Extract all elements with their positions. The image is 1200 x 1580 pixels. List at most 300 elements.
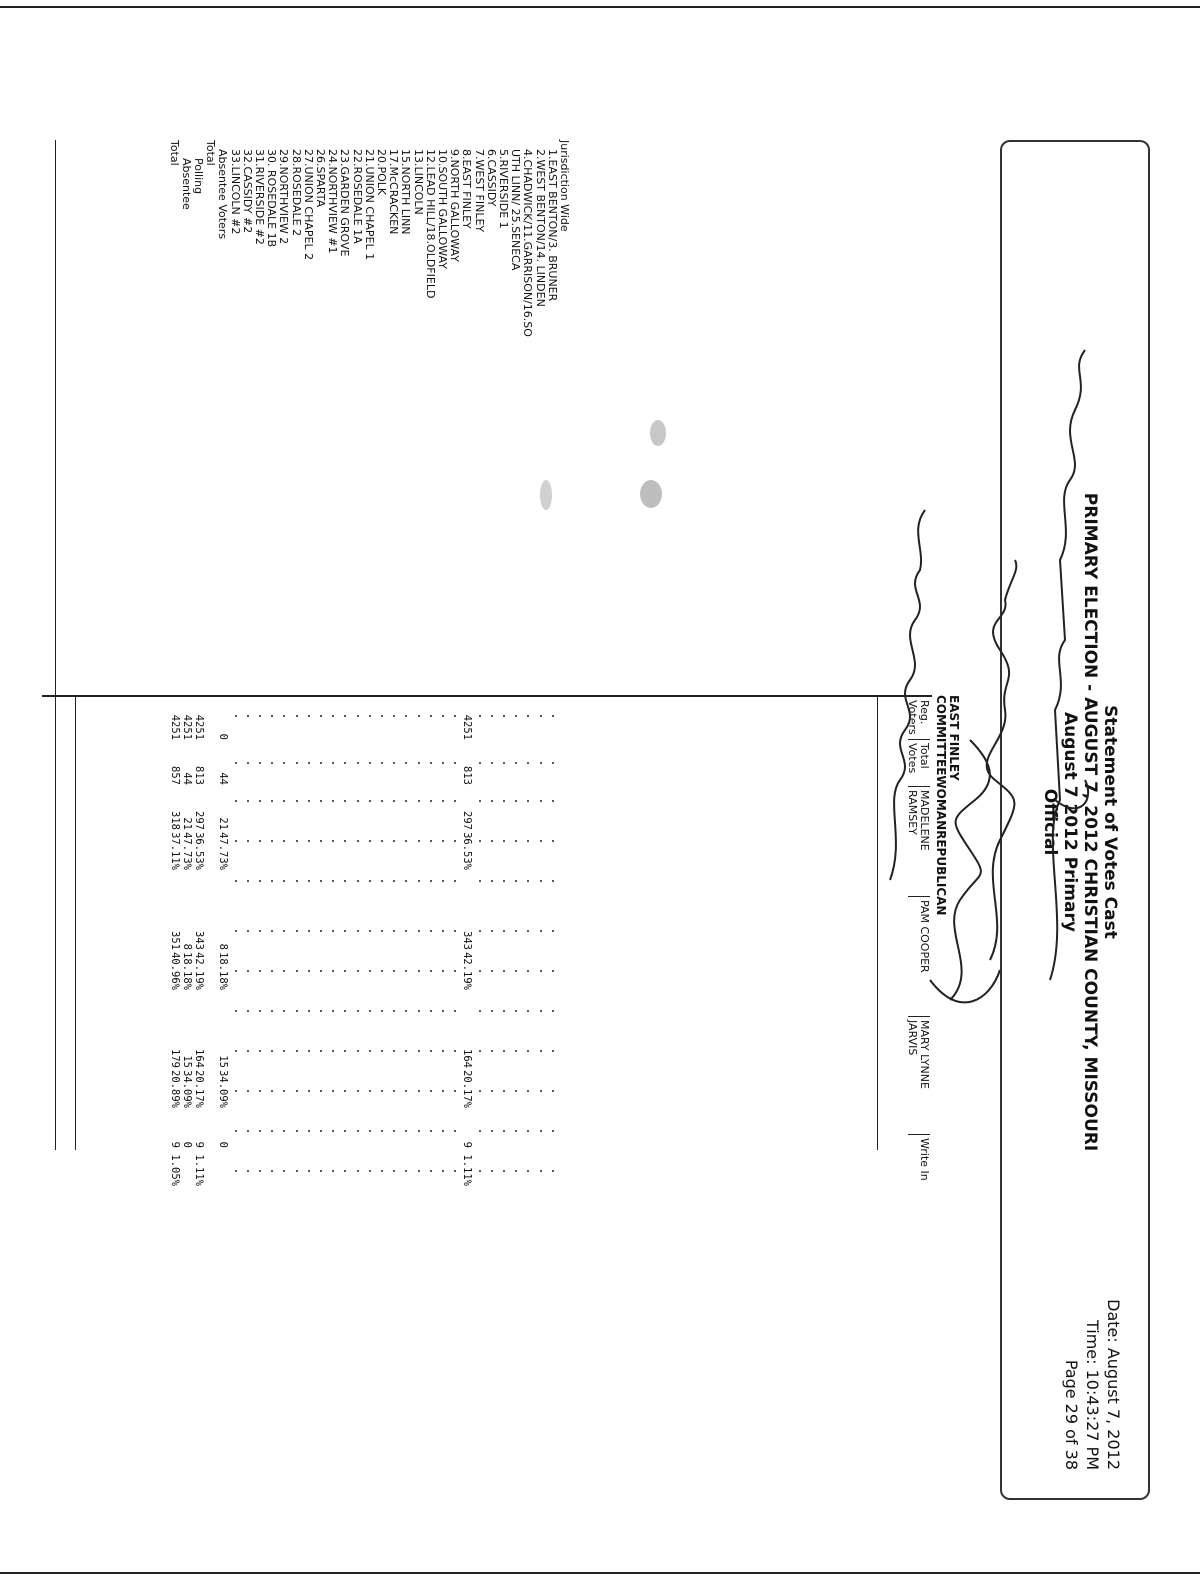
empty-cell-dot	[430, 930, 432, 932]
empty-cell-dot	[271, 1090, 273, 1092]
grand-total-value: 9	[168, 1141, 181, 1148]
empty-cell-dot	[552, 970, 554, 972]
empty-cell-dot	[247, 1130, 249, 1132]
empty-cell-dot	[247, 800, 249, 802]
empty-cell-dot	[393, 1090, 395, 1092]
empty-cell-dot	[552, 800, 554, 802]
empty-cell-dot	[320, 1050, 322, 1052]
empty-cell-dot	[235, 970, 237, 972]
east-finley-value: 813	[461, 766, 474, 785]
jurisdiction-row: 15.NORTH LINN	[399, 149, 413, 235]
jurisdiction-row: 27.UNION CHAPEL 2	[301, 149, 315, 261]
empty-cell-dot	[271, 1170, 273, 1172]
empty-cell-dot	[369, 930, 371, 932]
empty-cell-dot	[259, 970, 261, 972]
empty-cell-dot	[381, 970, 383, 972]
scan-speck	[540, 480, 552, 510]
jurisdiction-row: 7.WEST FINLEY	[472, 149, 486, 233]
empty-cell-dot	[442, 1010, 444, 1012]
empty-cell-dot	[418, 800, 420, 802]
empty-cell-dot	[357, 930, 359, 932]
empty-cell-dot	[454, 1170, 456, 1172]
empty-cell-dot	[405, 1010, 407, 1012]
empty-cell-dot	[247, 930, 249, 932]
empty-cell-dot	[308, 1010, 310, 1012]
empty-cell-dot	[405, 1090, 407, 1092]
empty-cell-dot	[503, 1050, 505, 1052]
empty-cell-dot	[503, 930, 505, 932]
empty-cell-dot	[308, 800, 310, 802]
empty-cell-dot	[283, 840, 285, 842]
empty-cell-dot	[332, 1050, 334, 1052]
empty-cell-dot	[381, 800, 383, 802]
empty-cell-dot	[527, 762, 529, 764]
empty-cell-dot	[247, 1010, 249, 1012]
empty-cell-dot	[320, 970, 322, 972]
empty-cell-dot	[405, 800, 407, 802]
empty-cell-dot	[454, 1010, 456, 1012]
empty-cell-dot	[418, 1090, 420, 1092]
empty-cell-dot	[479, 930, 481, 932]
empty-cell-dot	[296, 840, 298, 842]
empty-cell-dot	[430, 970, 432, 972]
empty-cell-dot	[247, 715, 249, 717]
empty-cell-dot	[479, 1010, 481, 1012]
empty-cell-dot	[515, 930, 517, 932]
empty-cell-dot	[235, 880, 237, 882]
empty-cell-dot	[271, 1010, 273, 1012]
jurisdiction-row: 23.GARDEN GROVE	[338, 149, 352, 257]
race-name: EAST FINLEY	[947, 695, 961, 781]
east-finley-value: 1.11%	[461, 1154, 474, 1186]
empty-cell-dot	[283, 715, 285, 717]
empty-cell-dot	[491, 1010, 493, 1012]
empty-cell-dot	[393, 800, 395, 802]
empty-cell-dot	[296, 1170, 298, 1172]
empty-cell-dot	[442, 930, 444, 932]
empty-cell-dot	[491, 840, 493, 842]
empty-cell-dot	[430, 800, 432, 802]
empty-cell-dot	[491, 1050, 493, 1052]
election-title: PRIMARY ELECTION - AUGUST 7, 2012 CHRISTIAN COUNTY, MISSOURI	[1080, 492, 1100, 1152]
page-number: Page 29 of 38	[1062, 1359, 1081, 1470]
empty-cell-dot	[405, 1170, 407, 1172]
empty-cell-dot	[381, 930, 383, 932]
empty-cell-dot	[527, 715, 529, 717]
jurisdiction-row: UTH LINN/ 25.SENECA	[509, 149, 523, 271]
empty-cell-dot	[527, 1130, 529, 1132]
empty-cell-dot	[479, 880, 481, 882]
jurisdiction-row: 6.CASSIDY	[484, 149, 498, 207]
empty-cell-dot	[308, 715, 310, 717]
empty-cell-dot	[247, 880, 249, 882]
report-time: Time: 10:43:27 PM	[1083, 1319, 1102, 1470]
empty-cell-dot	[405, 880, 407, 882]
empty-cell-dot	[442, 970, 444, 972]
race-office: COMMITTEEWOMANREPUBLICAN	[934, 695, 948, 916]
empty-cell-dot	[259, 1050, 261, 1052]
polling-value: 4251	[193, 714, 205, 740]
empty-cell-dot	[235, 762, 237, 764]
grand-total-value: 40.96%	[168, 952, 181, 990]
empty-cell-dot	[259, 715, 261, 717]
empty-cell-dot	[552, 1170, 554, 1172]
absentee-value: 44	[217, 772, 230, 785]
empty-cell-dot	[344, 1010, 346, 1012]
east-finley-value: 297	[461, 811, 474, 830]
empty-cell-dot	[271, 762, 273, 764]
empty-cell-dot	[454, 800, 456, 802]
empty-cell-dot	[271, 715, 273, 717]
empty-cell-dot	[344, 880, 346, 882]
empty-cell-dot	[454, 840, 456, 842]
empty-cell-dot	[332, 1130, 334, 1132]
grand-total-value: 4251	[168, 714, 181, 740]
empty-cell-dot	[308, 1170, 310, 1172]
empty-cell-dot	[515, 970, 517, 972]
east-finley-value: 42.19%	[461, 952, 474, 990]
election-subtitle: August 7 2012 Primary	[1060, 712, 1080, 932]
empty-cell-dot	[430, 715, 432, 717]
empty-cell-dot	[430, 880, 432, 882]
report-title: Statement of Votes Cast	[1100, 705, 1120, 939]
empty-cell-dot	[527, 800, 529, 802]
empty-cell-dot	[247, 1090, 249, 1092]
empty-cell-dot	[271, 930, 273, 932]
empty-cell-dot	[369, 1010, 371, 1012]
empty-cell-dot	[369, 800, 371, 802]
empty-cell-dot	[344, 970, 346, 972]
header-rule	[877, 695, 878, 1150]
empty-cell-dot	[320, 880, 322, 882]
empty-cell-dot	[271, 1050, 273, 1052]
empty-cell-dot	[503, 762, 505, 764]
empty-cell-dot	[418, 970, 420, 972]
empty-cell-dot	[369, 970, 371, 972]
empty-cell-dot	[296, 800, 298, 802]
absentee-total-value: 0	[180, 1141, 193, 1148]
empty-cell-dot	[344, 1090, 346, 1092]
absentee-value: 8	[217, 943, 230, 950]
jurisdiction-row: 29.NORTHVIEW 2	[277, 149, 291, 245]
empty-cell-dot	[503, 1170, 505, 1172]
empty-cell-dot	[540, 1130, 542, 1132]
empty-cell-dot	[344, 840, 346, 842]
empty-cell-dot	[418, 1010, 420, 1012]
empty-cell-dot	[479, 762, 481, 764]
report-date: Date: August 7, 2012	[1104, 1299, 1123, 1470]
official-label: Official	[1040, 788, 1060, 856]
empty-cell-dot	[540, 880, 542, 882]
empty-cell-dot	[247, 762, 249, 764]
empty-cell-dot	[296, 1050, 298, 1052]
empty-cell-dot	[369, 880, 371, 882]
empty-cell-dot	[259, 1090, 261, 1092]
empty-cell-dot	[332, 930, 334, 932]
jurisdiction-row: 24.NORTHVIEW #1	[326, 149, 340, 254]
empty-cell-dot	[393, 970, 395, 972]
empty-cell-dot	[357, 1170, 359, 1172]
empty-cell-dot	[296, 880, 298, 882]
empty-cell-dot	[393, 930, 395, 932]
empty-cell-dot	[320, 1010, 322, 1012]
empty-cell-dot	[320, 715, 322, 717]
empty-cell-dot	[357, 762, 359, 764]
empty-cell-dot	[283, 970, 285, 972]
empty-cell-dot	[296, 762, 298, 764]
empty-cell-dot	[235, 1010, 237, 1012]
empty-cell-dot	[515, 715, 517, 717]
absentee-value: 0	[217, 1141, 230, 1148]
empty-cell-dot	[369, 1130, 371, 1132]
empty-cell-dot	[515, 800, 517, 802]
grand-total-value: 179	[168, 1049, 181, 1068]
col-madelene-ramsey: MADELENE RAMSEY	[906, 790, 930, 851]
empty-cell-dot	[430, 1170, 432, 1172]
jurisdiction-row: 13.LINCOLN	[411, 149, 425, 215]
empty-cell-dot	[454, 762, 456, 764]
empty-cell-dot	[503, 1090, 505, 1092]
col-reg-voters: Reg. Voters	[906, 700, 931, 735]
empty-cell-dot	[552, 1130, 554, 1132]
empty-cell-dot	[515, 1050, 517, 1052]
empty-cell-dot	[332, 1170, 334, 1172]
empty-cell-dot	[491, 1090, 493, 1092]
empty-cell-dot	[344, 1170, 346, 1172]
empty-cell-dot	[235, 1130, 237, 1132]
empty-cell-dot	[320, 840, 322, 842]
absentee-total-value: 47.73%	[180, 832, 193, 870]
empty-cell-dot	[296, 715, 298, 717]
empty-cell-dot	[369, 1090, 371, 1092]
empty-cell-dot	[381, 1010, 383, 1012]
empty-cell-dot	[442, 800, 444, 802]
empty-cell-dot	[344, 1130, 346, 1132]
jurisdiction-row: 32.CASSIDY #2	[240, 149, 254, 234]
polling-value: 164	[193, 1049, 205, 1068]
jurisdiction-row: 12.LEAD HILL/18.OLDFIELD	[423, 149, 437, 299]
jurisdiction-row: 4.CHADWICK/11.GARRISON/16.SO	[521, 149, 535, 337]
empty-cell-dot	[405, 715, 407, 717]
empty-cell-dot	[503, 1010, 505, 1012]
grand-total-value: 857	[168, 766, 181, 785]
absentee-total-value: 8	[180, 943, 193, 950]
empty-cell-dot	[296, 1010, 298, 1012]
empty-cell-dot	[503, 1130, 505, 1132]
total-rule	[75, 695, 76, 1150]
empty-cell-dot	[405, 762, 407, 764]
empty-cell-dot	[320, 800, 322, 802]
empty-cell-dot	[515, 840, 517, 842]
empty-cell-dot	[527, 970, 529, 972]
empty-cell-dot	[540, 840, 542, 842]
empty-cell-dot	[247, 1050, 249, 1052]
empty-cell-dot	[259, 762, 261, 764]
east-finley-value: 4251	[461, 714, 474, 740]
empty-cell-dot	[235, 1170, 237, 1172]
empty-cell-dot	[430, 840, 432, 842]
empty-cell-dot	[247, 1170, 249, 1172]
empty-cell-dot	[491, 762, 493, 764]
empty-cell-dot	[381, 715, 383, 717]
empty-cell-dot	[296, 1130, 298, 1132]
empty-cell-dot	[527, 1170, 529, 1172]
empty-cell-dot	[405, 1130, 407, 1132]
empty-cell-dot	[235, 1050, 237, 1052]
empty-cell-dot	[332, 715, 334, 717]
empty-cell-dot	[369, 715, 371, 717]
empty-cell-dot	[283, 1050, 285, 1052]
empty-cell-dot	[259, 1010, 261, 1012]
jurisdiction-row: 8.EAST FINLEY	[460, 149, 474, 229]
report-meta	[1061, 1299, 1124, 1470]
empty-cell-dot	[540, 762, 542, 764]
empty-cell-dot	[491, 800, 493, 802]
empty-cell-dot	[357, 1130, 359, 1132]
jurisdiction-row: Total	[167, 140, 181, 166]
east-finley-value: 9	[461, 1141, 474, 1148]
empty-cell-dot	[271, 800, 273, 802]
jurisdiction-row: 26.SPARTA	[314, 149, 327, 208]
empty-cell-dot	[393, 762, 395, 764]
absentee-total-value: 34.09%	[180, 1070, 193, 1108]
jurisdiction-row: 10.SOUTH GALLOWAY	[436, 149, 449, 269]
empty-cell-dot	[430, 762, 432, 764]
empty-cell-dot	[393, 1170, 395, 1172]
empty-cell-dot	[320, 1170, 322, 1172]
col-write-in: Write In	[918, 1138, 930, 1181]
empty-cell-dot	[357, 970, 359, 972]
empty-cell-dot	[381, 762, 383, 764]
empty-cell-dot	[332, 1090, 334, 1092]
east-finley-value: 36.53%	[461, 832, 474, 870]
empty-cell-dot	[344, 930, 346, 932]
empty-cell-dot	[491, 1130, 493, 1132]
jurisdiction-row: 31.RIVERSIDE #2	[253, 149, 266, 245]
empty-cell-dot	[479, 1130, 481, 1132]
empty-cell-dot	[418, 880, 420, 882]
empty-cell-dot	[357, 1010, 359, 1012]
empty-cell-dot	[259, 800, 261, 802]
empty-cell-dot	[479, 800, 481, 802]
jurisdiction-row: 20.POLK	[375, 149, 388, 196]
empty-cell-dot	[479, 970, 481, 972]
empty-cell-dot	[369, 1170, 371, 1172]
empty-cell-dot	[332, 762, 334, 764]
empty-cell-dot	[405, 930, 407, 932]
empty-cell-dot	[527, 880, 529, 882]
empty-cell-dot	[357, 1050, 359, 1052]
empty-cell-dot	[552, 840, 554, 842]
empty-cell-dot	[271, 970, 273, 972]
empty-cell-dot	[552, 1090, 554, 1092]
empty-cell-dot	[357, 1090, 359, 1092]
polling-value: 42.19%	[193, 952, 205, 990]
empty-cell-dot	[454, 1050, 456, 1052]
empty-cell-dot	[393, 840, 395, 842]
empty-cell-dot	[418, 1130, 420, 1132]
empty-cell-dot	[540, 1010, 542, 1012]
absentee-total-value: 21	[180, 817, 193, 830]
col-pam-cooper: PAM COOPER	[918, 900, 930, 973]
empty-cell-dot	[296, 970, 298, 972]
scan-speck	[650, 420, 666, 446]
page-edge-bottom	[0, 1572, 1200, 1574]
absentee-value: 18.18%	[217, 952, 230, 990]
polling-value: 813	[193, 766, 205, 785]
empty-cell-dot	[540, 715, 542, 717]
empty-cell-dot	[393, 1050, 395, 1052]
empty-cell-dot	[491, 880, 493, 882]
empty-cell-dot	[308, 1090, 310, 1092]
empty-cell-dot	[405, 970, 407, 972]
jurisdiction-row: Total	[204, 140, 218, 166]
polling-value: 1.11%	[193, 1154, 205, 1186]
empty-cell-dot	[442, 1170, 444, 1172]
empty-cell-dot	[271, 1130, 273, 1132]
jurisdiction-row: 28.ROSEDALE 2	[289, 149, 303, 237]
empty-cell-dot	[540, 1090, 542, 1092]
empty-cell-dot	[320, 930, 322, 932]
empty-cell-dot	[381, 1050, 383, 1052]
polling-value: 20.17%	[193, 1070, 205, 1108]
empty-cell-dot	[369, 840, 371, 842]
empty-cell-dot	[515, 1010, 517, 1012]
signature-2	[930, 740, 1000, 1002]
empty-cell-dot	[308, 1130, 310, 1132]
empty-cell-dot	[479, 1170, 481, 1172]
grand-total-value: 318	[168, 811, 181, 830]
empty-cell-dot	[393, 1010, 395, 1012]
empty-cell-dot	[540, 1170, 542, 1172]
empty-cell-dot	[503, 840, 505, 842]
empty-cell-dot	[308, 970, 310, 972]
empty-cell-dot	[283, 1130, 285, 1132]
empty-cell-dot	[430, 1090, 432, 1092]
empty-cell-dot	[442, 1090, 444, 1092]
jurisdiction-row: Jurisdiction Wide	[558, 140, 571, 232]
empty-cell-dot	[552, 762, 554, 764]
empty-cell-dot	[442, 1130, 444, 1132]
empty-cell-dot	[430, 1010, 432, 1012]
empty-cell-dot	[503, 715, 505, 717]
empty-cell-dot	[344, 1050, 346, 1052]
table-left-rule	[42, 695, 932, 697]
empty-cell-dot	[320, 1130, 322, 1132]
empty-cell-dot	[503, 880, 505, 882]
empty-cell-dot	[320, 1090, 322, 1092]
absentee-value: 21	[217, 817, 230, 830]
empty-cell-dot	[357, 880, 359, 882]
page-edge-top	[0, 6, 1200, 8]
empty-cell-dot	[332, 970, 334, 972]
absentee-value: 34.09%	[217, 1070, 230, 1108]
scan-speck	[640, 480, 662, 508]
absentee-total-value: 44	[180, 772, 193, 785]
empty-cell-dot	[552, 1050, 554, 1052]
empty-cell-dot	[235, 715, 237, 717]
empty-cell-dot	[430, 1050, 432, 1052]
empty-cell-dot	[332, 880, 334, 882]
empty-cell-dot	[332, 840, 334, 842]
absentee-value: 0	[217, 733, 230, 740]
empty-cell-dot	[247, 840, 249, 842]
empty-cell-dot	[442, 1050, 444, 1052]
empty-cell-dot	[308, 1050, 310, 1052]
empty-cell-dot	[515, 880, 517, 882]
empty-cell-dot	[235, 1090, 237, 1092]
empty-cell-dot	[393, 715, 395, 717]
